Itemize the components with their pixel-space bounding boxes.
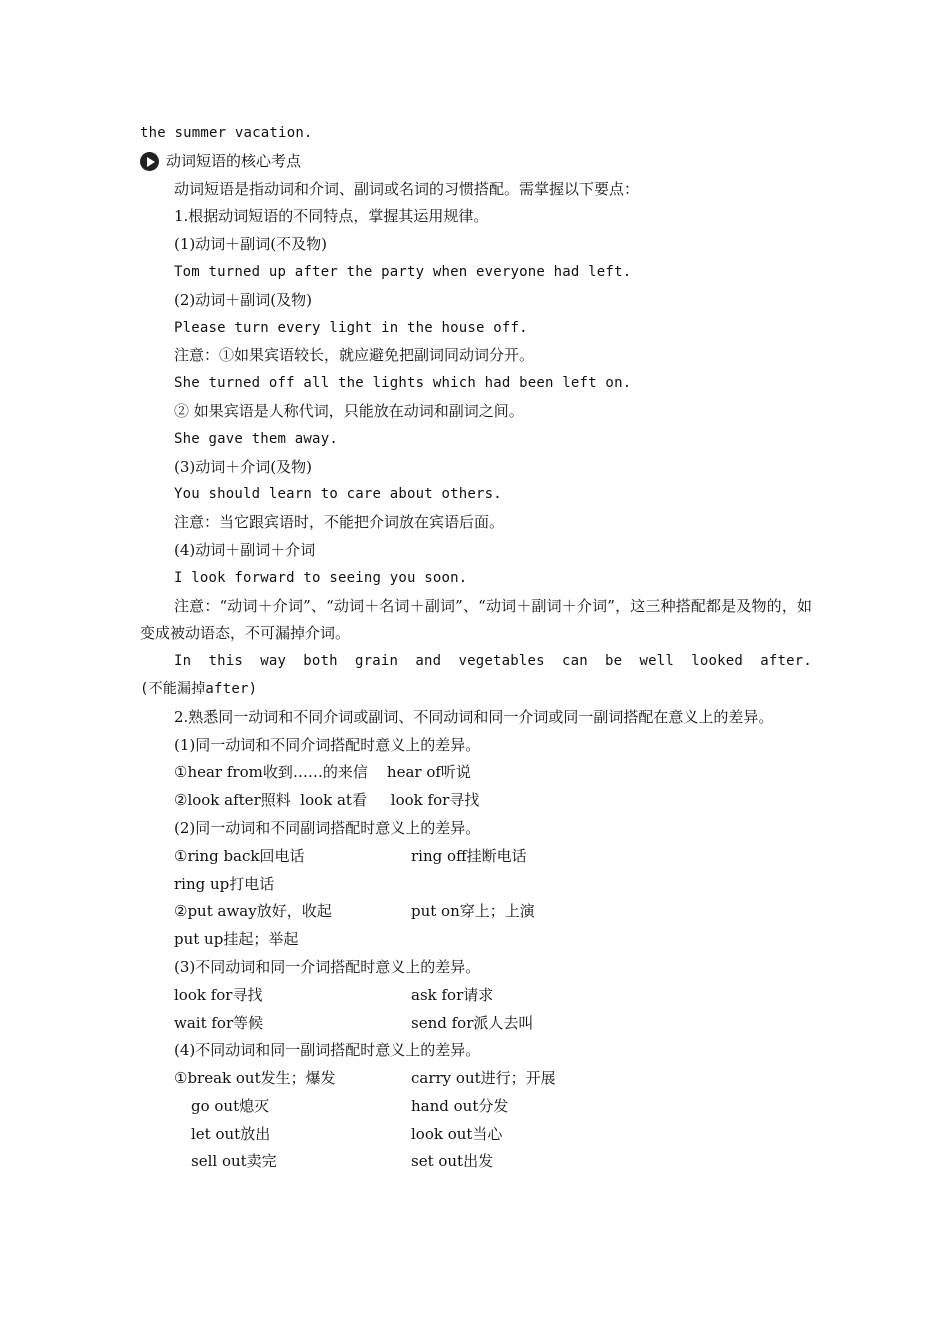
phrase-right: ring off挂断电话 [411, 846, 527, 865]
note-4: 注意：“动词＋介词”、“动词＋名词＋副词”、“动词＋副词＋介词”，这三种搭配都是及物的，如变成被动语态，不可漏掉介词。 [140, 596, 812, 643]
phrase-left: ①ring back回电话 [174, 846, 305, 865]
intro-paragraph: 动词短语是指动词和介词、副词或名词的习惯搭配。需掌握以下要点： [174, 179, 640, 198]
continued-sentence: the summer vacation. [140, 125, 313, 141]
phrase-row [140, 1010, 812, 1038]
point-2-title: 2.熟悉同一动词和不同介词或副词、不同动词和同一介词或同一副词搭配在意义上的差异。 [174, 707, 774, 726]
phrase-left: ①break out发生；爆发 [174, 1069, 336, 1088]
phrase-left: sell out卖完 [191, 1152, 277, 1171]
document-body [140, 120, 812, 1176]
example-sentence: Tom turned up after the party when everyone had left. [174, 263, 632, 280]
note-2: ② 如果宾语是人称代词，只能放在动词和副词之间。 [174, 401, 524, 420]
phrase-row [140, 926, 812, 954]
example-sentence: I look forward to seeing you soon. [174, 569, 468, 586]
example-sentence: She gave them away. [174, 430, 338, 447]
phrase-left: let out放出 [191, 1124, 271, 1143]
phrase-row [140, 1121, 812, 1149]
section-heading [140, 148, 812, 176]
phrase-left: go out熄灭 [191, 1096, 270, 1115]
example-sentence: Please turn every light in the house off. [174, 319, 528, 336]
subpoint-2-2: (2)同一动词和不同副词搭配时意义上的差异。 [174, 818, 481, 837]
subpoint-1-2: (2)动词＋副词(及物) [174, 290, 312, 309]
phrase-row [140, 1065, 812, 1093]
phrase-right: look out当心 [411, 1124, 503, 1143]
phrase-row [140, 982, 812, 1010]
phrase-right: set out出发 [411, 1152, 494, 1171]
phrase-row [140, 898, 812, 926]
phrase-right: hand out分发 [411, 1096, 509, 1115]
section-heading-text: 动词短语的核心考点 [166, 151, 302, 170]
phrase-row [140, 871, 812, 899]
point-1-title: 1.根据动词短语的不同特点，掌握其运用规律。 [174, 207, 489, 226]
example-sentence: She turned off all the lights which had been left on. [174, 375, 632, 392]
example-sentence: You should learn to care about others. [174, 486, 502, 503]
phrase-row [140, 1148, 812, 1176]
subpoint-2-1: (1)同一动词和不同介词搭配时意义上的差异。 [174, 735, 481, 754]
subpoint-2-3: (3)不同动词和同一介词搭配时意义上的差异。 [174, 957, 481, 976]
phrase-right: ask for请求 [411, 985, 494, 1004]
phrase-left: look for寻找 [174, 985, 263, 1004]
note-3: 注意：当它跟宾语时，不能把介词放在宾语后面。 [174, 513, 505, 532]
note-1: 注意：①如果宾语较长，就应避免把副词同动词分开。 [174, 346, 535, 365]
phrase-left: wait for等候 [174, 1013, 264, 1032]
phrase-line: ①hear from收到……的来信 hear of听说 [174, 763, 471, 782]
subpoint-2-4: (4)不同动词和同一副词搭配时意义上的差异。 [174, 1041, 481, 1060]
phrase-left: put up挂起；举起 [174, 930, 299, 949]
phrase-left: ②put away放好，收起 [174, 902, 332, 921]
phrase-row [140, 843, 812, 871]
play-icon [140, 152, 159, 171]
example-sentence: In this way both grain and vegetables can be well looked after. (不能漏掉after) [140, 653, 812, 697]
subpoint-1-4: (4)动词＋副词＋介词 [174, 540, 316, 559]
phrase-row [140, 1093, 812, 1121]
subpoint-1-3: (3)动词＋介词(及物) [174, 457, 312, 476]
phrase-right: put on穿上；上演 [411, 902, 535, 921]
phrase-right: carry out进行；开展 [411, 1069, 556, 1088]
phrase-line: ②look after照料 look at看 look for寻找 [174, 791, 480, 810]
subpoint-1-1: (1)动词＋副词(不及物) [174, 235, 327, 254]
phrase-right: send for派人去叫 [411, 1013, 534, 1032]
phrase-left: ring up打电话 [174, 874, 275, 893]
